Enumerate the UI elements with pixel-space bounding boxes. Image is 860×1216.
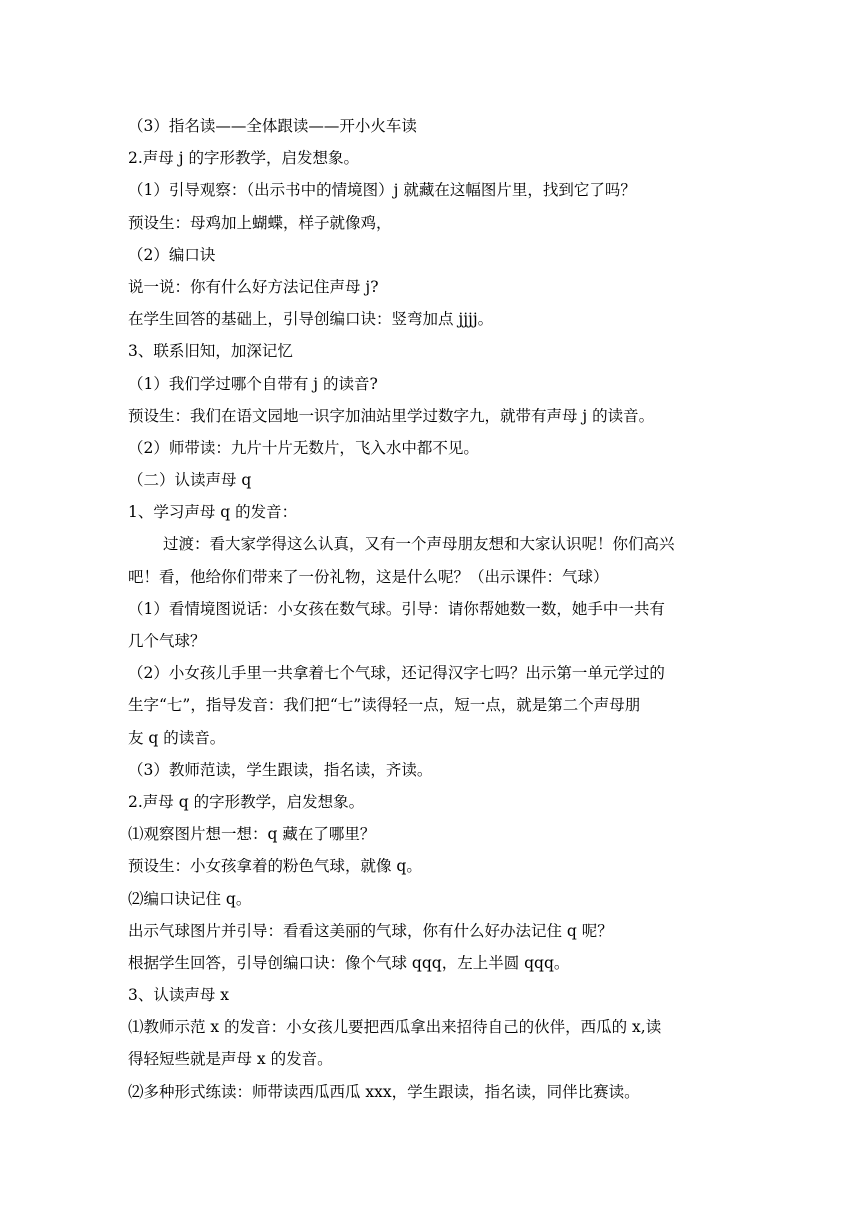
text-line: 3、认读声母 x — [128, 986, 230, 1005]
text-line: （3）指名读——全体跟读——开小火车读 — [128, 117, 417, 135]
text-line: （2）小女孩儿手里一共拿着七个气球，还记得汉字七吗？出示第一单元学过的 — [128, 664, 665, 683]
text-line: 3、联系旧知，加深记忆 — [128, 342, 293, 361]
text-line: ⑵多种形式练读：师带读西瓜西瓜 xxx，学生跟读，指名读，同伴比赛读。 — [128, 1082, 640, 1101]
document-body — [128, 110, 738, 1108]
text-line: ⑵编口诀记住 q。 — [128, 889, 252, 908]
text-line: 过渡：看大家学得这么认真，又有一个声母朋友想和大家认识呢！你们高兴 — [163, 535, 675, 554]
text-line: ⑴教师示范 x 的发音：小女孩儿要把西瓜拿出来招待自己的伙伴，西瓜的 x,读 — [128, 1018, 662, 1037]
text-line: 得轻短些就是声母 x 的发音。 — [128, 1050, 333, 1069]
text-line: 2.声母 j 的字形教学，启发想象。 — [128, 149, 359, 168]
text-line: 预设生：我们在语文园地一识字加油站里学过数字九，就带有声母 j 的读音。 — [128, 406, 655, 425]
text-line: 预设生：母鸡加上蝴蝶，样子就像鸡， — [128, 213, 392, 232]
text-line: 在学生回答的基础上，引导创编口诀：竖弯加点 jjjj。 — [128, 310, 494, 329]
text-line: （二）认读声母 q — [128, 471, 252, 490]
text-line: （2）编口诀 — [128, 245, 216, 264]
text-line: （1）看情境图说话：小女孩在数气球。引导：请你帮她数一数，她手中一共有 — [128, 599, 665, 618]
text-line: 预设生：小女孩拿着的粉色气球，就像 q。 — [128, 857, 422, 876]
text-line: 几个气球？ — [128, 632, 206, 650]
text-line: 说一说：你有什么好方法记住声母 j? — [128, 277, 379, 296]
text-line: （1）引导观察：（出示书中的情境图）j 就藏在这幅图片里，找到它了吗？ — [128, 181, 636, 200]
text-line: 根据学生回答，引导创编口诀：像个气球 qqq，左上半圆 qqq。 — [128, 953, 570, 972]
text-line: 生字“七”，指导发音：我们把“七”读得轻一点，短一点，就是第二个声母朋 — [128, 696, 641, 715]
text-line: （2）师带读：九片十片无数片，飞入水中都不见。 — [128, 438, 479, 457]
text-line: ⑴观察图片想一想：q 藏在了哪里？ — [128, 825, 376, 844]
text-line: 1、学习声母 q 的发音： — [128, 503, 298, 522]
text-line: 2.声母 q 的字形教学，启发想象。 — [128, 792, 365, 811]
text-line: 友 q 的读音。 — [128, 728, 226, 747]
text-line: 吧！看，他给你们带来了一份礼物，这是什么呢？（出示课件：气球） — [128, 567, 609, 586]
text-line: （1）我们学过哪个自带有 j 的读音? — [128, 374, 378, 393]
text-line: 出示气球图片并引导：看看这美丽的气球，你有什么好办法记住 q 呢？ — [128, 921, 613, 940]
text-line: （3）教师范读，学生跟读，指名读，齐读。 — [128, 760, 433, 779]
